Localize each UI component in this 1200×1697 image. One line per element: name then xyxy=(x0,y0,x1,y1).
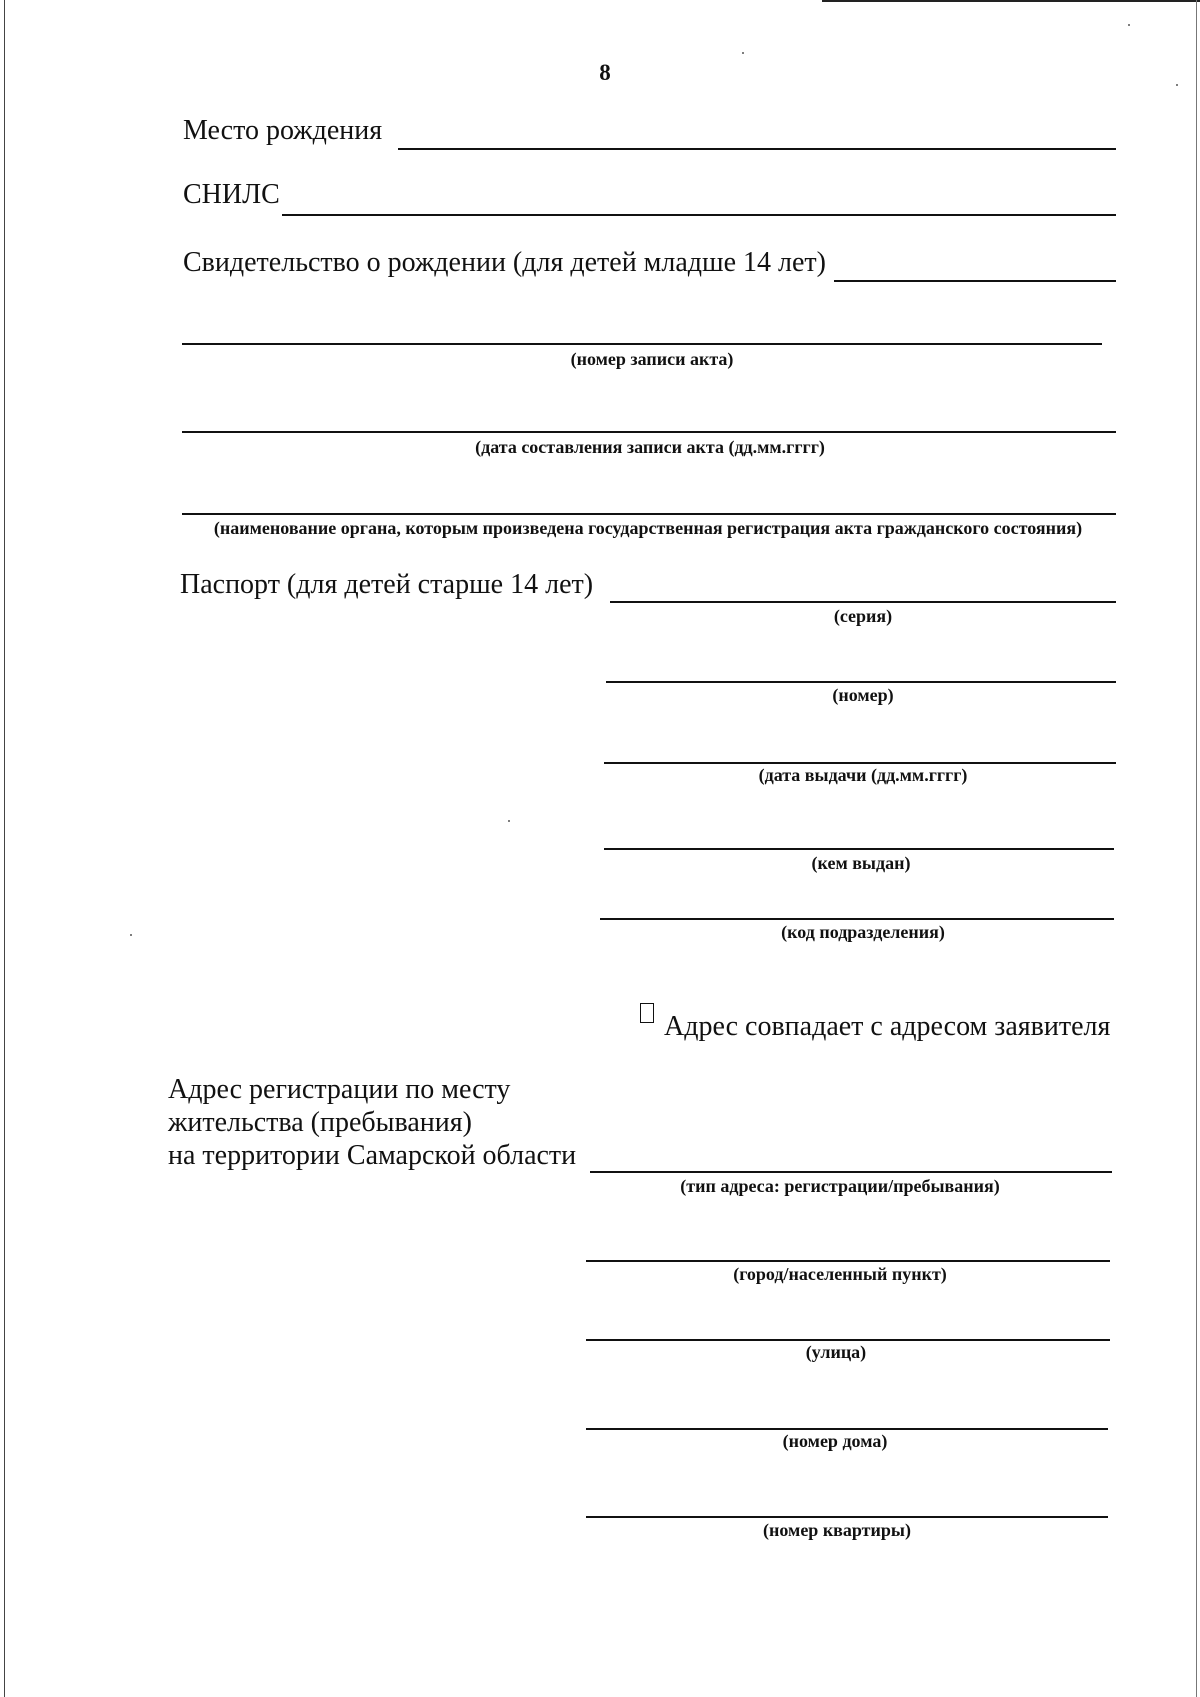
scan-speck xyxy=(130,934,132,936)
passport-issue-date-field[interactable] xyxy=(604,762,1116,764)
scan-speck xyxy=(1176,84,1178,86)
page-edge-left xyxy=(4,0,5,1697)
address-house-field[interactable] xyxy=(586,1428,1108,1430)
address-city-caption: (город/населенный пункт) xyxy=(733,1264,947,1284)
scan-speck xyxy=(508,820,510,822)
scan-speck xyxy=(742,52,744,54)
scan-speck xyxy=(1128,24,1130,26)
address-apartment-field[interactable] xyxy=(586,1516,1108,1518)
birthplace-label: Место рождения xyxy=(183,115,383,146)
address-house-caption: (номер дома) xyxy=(782,1431,888,1451)
passport-number-caption: (номер) xyxy=(832,685,894,705)
registry-office-field[interactable] xyxy=(182,513,1116,515)
passport-issued-by-caption: (кем выдан) xyxy=(811,853,911,873)
address-label xyxy=(168,1073,576,1172)
registry-office-caption: (наименование органа, которым произведена государственная регистрация акта гражданского состояния) xyxy=(213,518,1083,538)
page-number: 8 xyxy=(599,60,611,85)
passport-series-caption: (серия) xyxy=(833,606,893,626)
record-date-caption: (дата составления записи акта (дд.мм.гггг) xyxy=(475,437,825,457)
birth-certificate-label: Свидетельство о рождении (для детей младше 14 лет) xyxy=(183,247,826,278)
address-label-line1: Адрес регистрации по месту xyxy=(168,1074,511,1105)
birthplace-field[interactable] xyxy=(398,148,1116,150)
birth-certificate-field[interactable] xyxy=(834,280,1116,282)
address-type-field[interactable] xyxy=(590,1171,1112,1173)
address-city-field[interactable] xyxy=(586,1260,1110,1262)
record-number-field[interactable] xyxy=(182,343,1102,345)
passport-issue-date-caption: (дата выдачи (дд.мм.гггг) xyxy=(758,765,968,785)
address-type-caption: (тип адреса: регистрации/пребывания) xyxy=(680,1176,1000,1196)
page-edge-top xyxy=(822,0,1200,2)
address-match-checkbox[interactable] xyxy=(640,1003,654,1023)
address-street-field[interactable] xyxy=(586,1339,1110,1341)
address-apartment-caption: (номер квартиры) xyxy=(763,1520,911,1540)
snils-field[interactable] xyxy=(282,214,1116,216)
address-street-caption: (улица) xyxy=(805,1342,867,1362)
passport-issued-by-field[interactable] xyxy=(604,848,1114,850)
passport-division-code-field[interactable] xyxy=(600,918,1114,920)
snils-label: СНИЛС xyxy=(183,179,280,210)
passport-label: Паспорт (для детей старше 14 лет) xyxy=(180,569,594,600)
page-edge-right xyxy=(1196,0,1197,1697)
passport-division-code-caption: (код подразделения) xyxy=(781,922,945,942)
passport-series-field[interactable] xyxy=(610,601,1116,603)
address-label-line3: на территории Самарской области xyxy=(168,1140,577,1171)
record-date-field[interactable] xyxy=(182,431,1116,433)
address-match-label: Адрес совпадает с адресом заявителя xyxy=(664,1011,1111,1042)
address-label-line2: жительства (пребывания) xyxy=(168,1107,472,1138)
record-number-caption: (номер записи акта) xyxy=(570,349,734,369)
passport-number-field[interactable] xyxy=(606,681,1116,683)
